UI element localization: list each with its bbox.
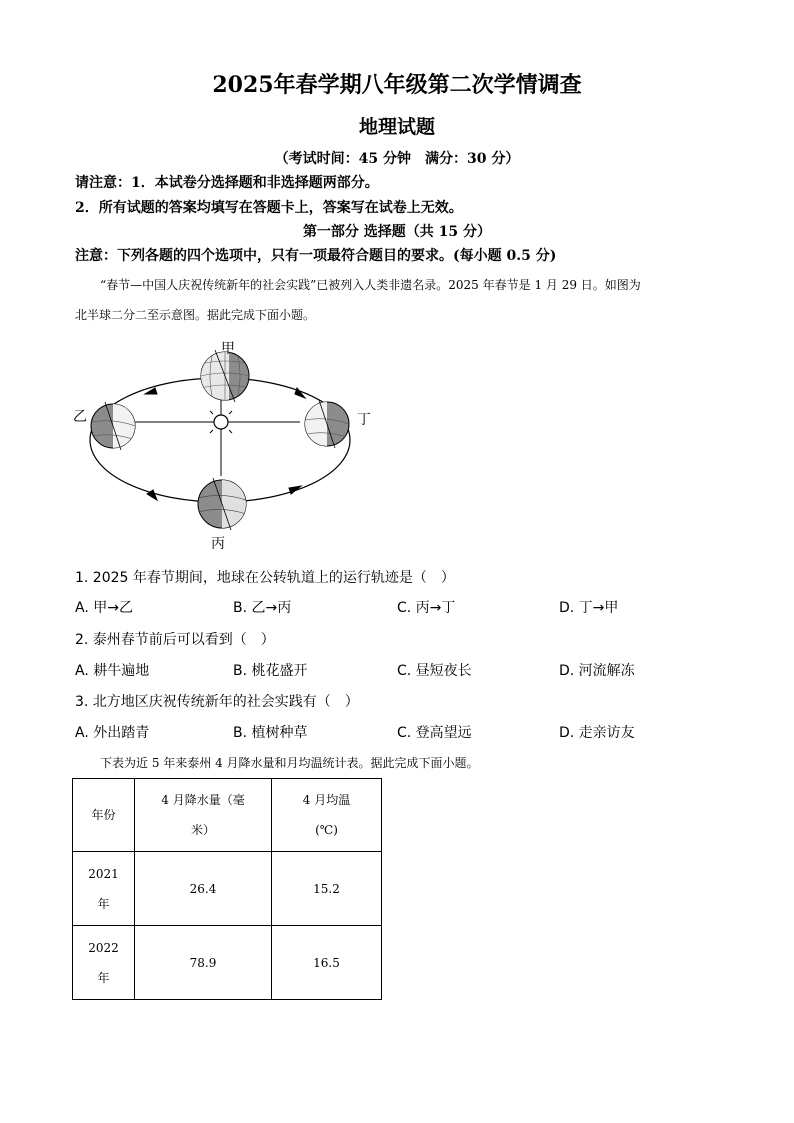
question-1-option-d: D. 丁→甲	[559, 600, 619, 616]
question-2-stem: 2. 泰州春节前后可以看到（ ）	[75, 632, 275, 648]
page-title: 2025年春学期八年级第二次学情调查	[212, 72, 582, 98]
label-yi: 乙	[73, 409, 87, 425]
passage-line-1: “春节—中国人庆祝传统新年的社会实践”已被列入人类非遗名录。2025 年春节是 1 月 29 日。如图为	[100, 278, 641, 292]
earth-globe-yi	[91, 402, 139, 450]
table-row	[73, 926, 382, 1000]
exam-info: （考试时间：45 分钟 满分：30 分）	[274, 151, 520, 167]
label-ding: 丁	[357, 412, 371, 428]
solstice-equinox-diagram	[85, 336, 385, 554]
question-3-option-b: B. 植树种草	[233, 725, 308, 741]
label-bing: 丙	[211, 536, 225, 552]
header-precipitation: 4 月降水量（毫 米）	[135, 779, 272, 852]
question-3-stem: 3. 北方地区庆祝传统新年的社会实践有（ ）	[75, 694, 359, 710]
cell-precipitation: 78.9	[135, 926, 272, 1000]
earth-globe-ding	[299, 400, 349, 448]
passage-2: 下表为近 5 年来泰州 4 月降水量和月均温统计表。据此完成下面小题。	[100, 756, 479, 770]
question-2-option-c: C. 昼短夜长	[397, 663, 472, 679]
cell-temperature: 15.2	[272, 852, 382, 926]
question-2-option-d: D. 河流解冻	[559, 663, 635, 679]
question-1-option-b: B. 乙→丙	[233, 600, 292, 616]
question-3-option-a: A. 外出踏青	[75, 725, 150, 741]
question-3-option-d: D. 走亲访友	[559, 725, 635, 741]
header-temperature: 4 月均温 (℃)	[272, 779, 382, 852]
header-year: 年份	[73, 779, 135, 852]
cell-temperature: 16.5	[272, 926, 382, 1000]
question-2-option-b: B. 桃花盛开	[233, 663, 308, 679]
section-instruction: 注意：下列各题的四个选项中，只有一项最符合题目的要求。(每小题 0.5 分)	[75, 248, 557, 264]
precipitation-temperature-table	[72, 778, 382, 1000]
table-header-row	[73, 779, 382, 852]
earth-globe-bing	[198, 478, 252, 530]
cell-precipitation: 26.4	[135, 852, 272, 926]
table-row	[73, 852, 382, 926]
subject-title: 地理试题	[358, 116, 435, 138]
question-1-option-c: C. 丙→丁	[397, 600, 456, 616]
question-1-option-a: A. 甲→乙	[75, 600, 133, 616]
cell-year: 2021 年	[73, 852, 135, 926]
question-1-stem: 1. 2025 年春节期间，地球在公转轨道上的运行轨迹是（ ）	[75, 570, 455, 586]
cell-year: 2022 年	[73, 926, 135, 1000]
section-title: 第一部分 选择题（共 15 分）	[302, 224, 492, 240]
question-2-option-a: A. 耕牛遍地	[75, 663, 150, 679]
notice-line-2: 2．所有试题的答案均填写在答题卡上，答案写在试卷上无效。	[75, 200, 463, 216]
passage-line-2: 北半球二分二至示意图。据此完成下面小题。	[75, 308, 316, 322]
notice-line-1: 请注意：1．本试卷分选择题和非选择题两部分。	[75, 175, 379, 191]
question-3-option-c: C. 登高望远	[397, 725, 472, 741]
label-jia: 甲	[221, 341, 235, 357]
